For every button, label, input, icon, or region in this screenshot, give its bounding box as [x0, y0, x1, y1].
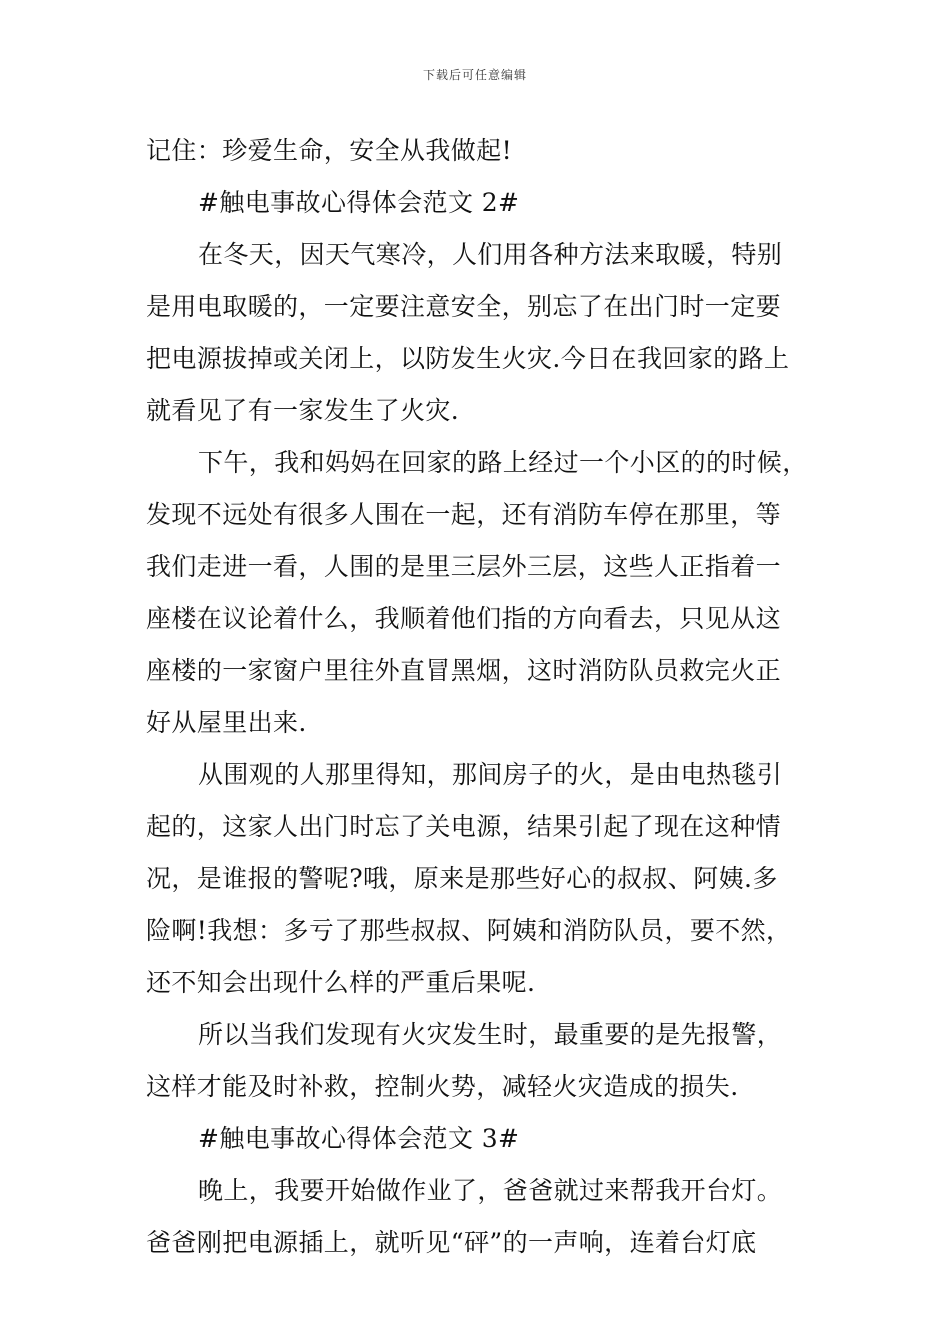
paragraph-line: 晚上，我要开始做作业了，爸爸就过来帮我开台灯。: [198, 1176, 783, 1205]
paragraph-line: 起的，这家人出门时忘了关电源，结果引起了现在这种情: [146, 812, 782, 841]
paragraph-line: 从围观的人那里得知，那间房子的火，是由电热毯引: [198, 760, 783, 789]
paragraph-line: 好从屋里出来.: [146, 708, 307, 737]
paragraph-line: 座楼在议论着什么，我顺着他们指的方向看去，只见从这: [146, 604, 782, 633]
paragraph-line: 发现不远处有很多人围在一起，还有消防车停在那里，等: [146, 500, 782, 529]
paragraph-line: 座楼的一家窗户里往外直冒黑烟，这时消防队员救完火正: [146, 656, 782, 685]
section-heading: #触电事故心得体会范文 3#: [198, 1124, 520, 1153]
paragraph-line: 还不知会出现什么样的严重后果呢.: [146, 968, 536, 997]
paragraph-line: 况，是谁报的警呢?哦，原来是那些好心的叔叔、阿姨.多: [146, 864, 778, 893]
text-line: 记住：珍爱生命，安全从我做起!: [146, 136, 513, 165]
paragraph-line: 在冬天，因天气寒冷，人们用各种方法来取暖，特别: [198, 240, 783, 269]
paragraph-line: 爸爸刚把电源插上，就听见“砰”的一声响，连着台灯底: [146, 1228, 757, 1257]
paragraph-line: 险啊!我想：多亏了那些叔叔、阿姨和消防队员，要不然，: [146, 916, 792, 945]
paragraph-line: 我们走进一看，人围的是里三层外三层，这些人正指着一: [146, 552, 782, 581]
paragraph-line: 就看见了有一家发生了火灾.: [146, 396, 460, 425]
paragraph-line: 把电源拔掉或关闭上，以防发生火灾.今日在我回家的路上: [146, 344, 790, 373]
paragraph-line: 下午，我和妈妈在回家的路上经过一个小区的的时候，: [198, 448, 808, 477]
section-heading: #触电事故心得体会范文 2#: [198, 188, 520, 217]
paragraph-line: 所以当我们发现有火灾发生时，最重要的是先报警，: [198, 1020, 783, 1049]
paragraph-line: 这样才能及时补救，控制火势，减轻火灾造成的损失.: [146, 1072, 739, 1101]
paragraph-line: 是用电取暖的，一定要注意安全，别忘了在出门时一定要: [146, 292, 782, 321]
page-header: 下载后可任意编辑: [422, 68, 527, 82]
document-body: [146, 125, 836, 1269]
